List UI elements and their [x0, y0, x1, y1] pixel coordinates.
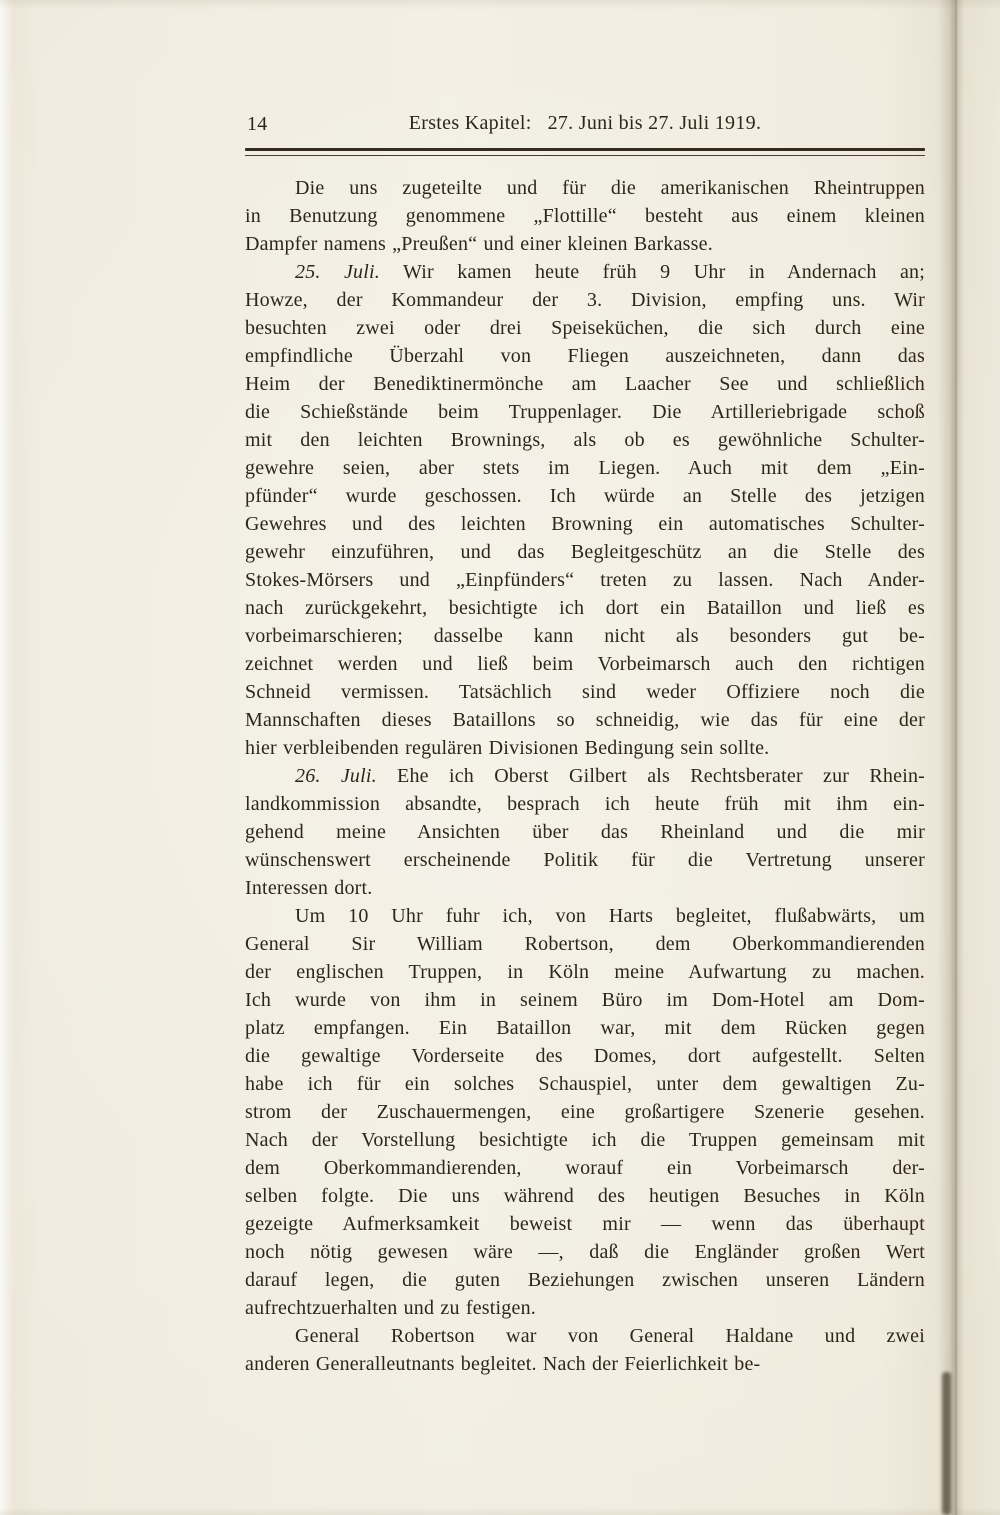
chapter-label: Erstes Kapitel:	[408, 112, 532, 134]
text-line: zeichnet werden und ließ beim Vorbeimarsch auch den richtigen	[245, 653, 925, 675]
text-line: platz empfangen. Ein Bataillon war, mit dem Rücken gegen	[245, 1017, 925, 1039]
text-line: Die uns zugeteilte und für die amerikanischen Rheintruppen	[295, 177, 925, 199]
page-content	[245, 112, 925, 1378]
paragraph	[245, 174, 925, 258]
paragraph	[245, 258, 925, 762]
text-line: Interessen dort.	[245, 877, 373, 899]
header-rule-thin	[245, 155, 925, 156]
text-line: gehend meine Ansichten über das Rheinland und die mir	[245, 821, 925, 843]
paragraph	[245, 902, 925, 1322]
text-line: Howze, der Kommandeur der 3. Division, empfing uns. Wir	[245, 289, 925, 311]
text-line: General Robertson war von General Haldane und zwei	[295, 1325, 925, 1347]
text-line: selben folgte. Die uns während des heutigen Besuches in Köln	[245, 1185, 925, 1207]
text-line: strom der Zuschauermengen, eine großartigere Szenerie gesehen.	[245, 1101, 925, 1123]
text-line: dem Oberkommandierenden, worauf ein Vorbeimarsch der-	[245, 1157, 925, 1179]
header-rule-thick	[245, 148, 925, 151]
text-line: in Benutzung genommene „Flottille“ besteht aus einem kleinen	[245, 205, 925, 227]
text-line: Dampfer namens „Preußen“ und einer kleinen Barkasse.	[245, 233, 713, 255]
text-line: Gewehres und des leichten Browning ein automatisches Schulter-	[245, 513, 925, 535]
text-line: landkommission absandte, besprach ich heute früh mit ihm ein-	[245, 793, 925, 815]
text-line: aufrechtzuerhalten und zu festigen.	[245, 1297, 536, 1319]
text-line: empfindliche Überzahl von Fliegen auszeichneten, dann das	[245, 345, 925, 367]
text-line: noch nötig gewesen wäre —, daß die Engländer großen Wert	[245, 1241, 925, 1263]
chapter-date-range: 27. Juni bis 27. Juli 1919.	[547, 112, 762, 134]
text-line: Ich wurde von ihm in seinem Büro im Dom-Hotel am Dom-	[245, 989, 925, 1011]
text-line: Nach der Vorstellung besichtigte ich die Truppen gemeinsam mit	[245, 1129, 925, 1151]
text-line: Mannschaften dieses Bataillons so schneidig, wie das für eine der	[245, 709, 925, 731]
scan-ink-mark	[942, 1372, 951, 1515]
date-lead: 25. Juli.	[295, 261, 380, 283]
text-line: der englischen Truppen, in Köln meine Aufwartung zu machen.	[245, 961, 925, 983]
scan-edge-bottom	[0, 1507, 1000, 1515]
text-line: gewehr einzuführen, und das Begleitgeschütz an die Stelle des	[245, 541, 925, 563]
paragraph	[245, 762, 925, 902]
text-line: die Schießstände beim Truppenlager. Die Artilleriebrigade schoß	[245, 401, 925, 423]
scan-edge-left	[0, 0, 14, 1515]
scan-crease-line	[955, 0, 957, 1515]
text-line: 25. Juli. Wir kamen heute früh 9 Uhr in Andernach an;	[295, 261, 926, 283]
text-line: hier verbleibenden regulären Divisionen Bedingung sein sollte.	[245, 737, 770, 759]
page-number: 14	[247, 113, 268, 135]
text-line: General Sir William Robertson, dem Oberkommandierenden	[245, 933, 925, 955]
text-line: pfünder“ wurde geschossen. Ich würde an Stelle des jetzigen	[245, 485, 925, 507]
text-line: 26. Juli. Ehe ich Oberst Gilbert als Rechtsberater zur Rhein-	[295, 765, 926, 787]
paragraph	[245, 1322, 925, 1378]
text-line: habe ich für ein solches Schauspiel, unter dem gewaltigen Zu-	[245, 1073, 925, 1095]
text-line: anderen Generalleutnants begleitet. Nach der Feierlichkeit be-	[245, 1353, 761, 1375]
text-line: mit den leichten Brownings, als ob es gewöhnliche Schulter-	[245, 429, 925, 451]
text-line: besuchten zwei oder drei Speiseküchen, die sich durch eine	[245, 317, 925, 339]
text-line: Um 10 Uhr fuhr ich, von Harts begleitet, flußabwärts, um	[295, 905, 925, 927]
text-line: gewehre seien, aber stets im Liegen. Auch mit dem „Ein-	[245, 457, 925, 479]
running-title	[245, 112, 925, 135]
page-body-text	[245, 174, 925, 1378]
page-header	[245, 112, 925, 139]
scan-edge-top	[0, 0, 1000, 10]
text-line: Stokes-Mörsers und „Einpfünders“ treten zu lassen. Nach Ander-	[245, 569, 925, 591]
text-line: vorbeimarschieren; dasselbe kann nicht als besonders gut be-	[245, 625, 925, 647]
text-line: Schneid vermissen. Tatsächlich sind weder Offiziere noch die	[245, 681, 925, 703]
text-line: die gewaltige Vorderseite des Domes, dort aufgestellt. Selten	[245, 1045, 925, 1067]
text-line: wünschenswert erscheinende Politik für die Vertretung unserer	[245, 849, 925, 871]
text-line: Heim der Benediktinermönche am Laacher See und schließlich	[245, 373, 925, 395]
text-line: darauf legen, die guten Beziehungen zwischen unseren Ländern	[245, 1269, 925, 1291]
text-line: gezeigte Aufmerksamkeit beweist mir — wenn das überhaupt	[245, 1213, 925, 1235]
date-lead: 26. Juli.	[295, 765, 377, 787]
text-line: nach zurückgekehrt, besichtigte ich dort ein Bataillon und ließ es	[245, 597, 925, 619]
scan-crease-right	[938, 0, 964, 1515]
